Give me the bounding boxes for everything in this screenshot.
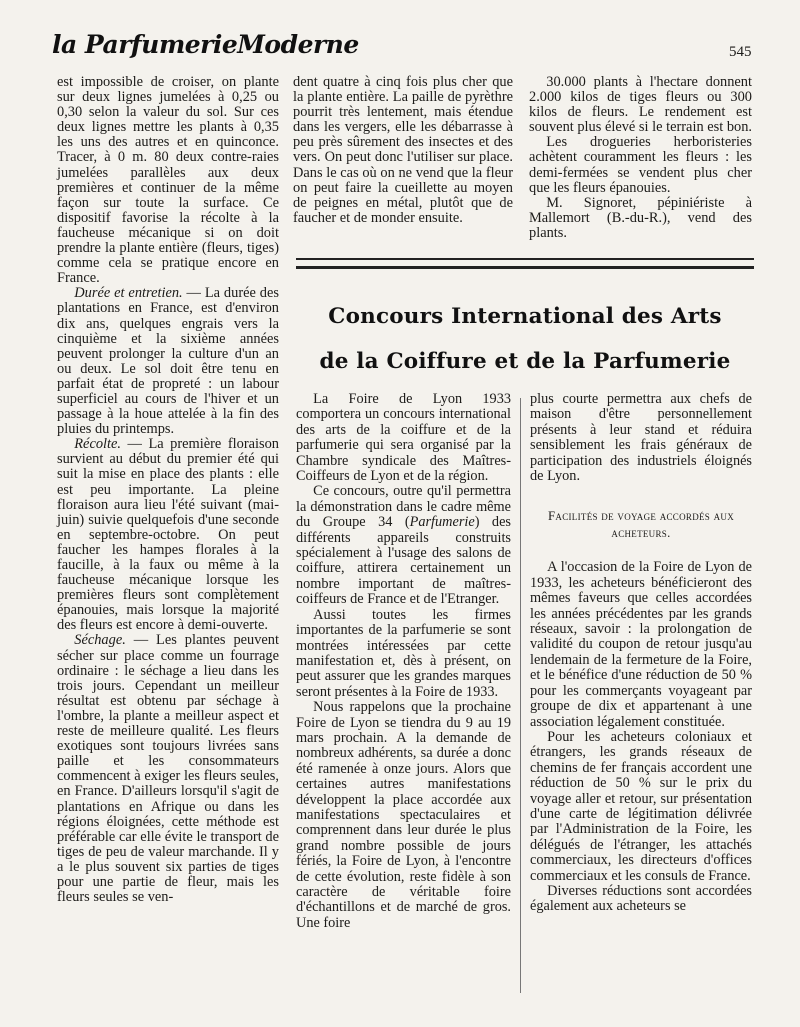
column-2 [293,75,513,226]
paragraph: Aussi toutes les firmes importantes de la parfumerie se sont montrées intéressées par cette manifestation et, dès à présent, on peut assurer que les grandes marques seront présentes à la Foire de 1933. [296,606,511,700]
paragraph [296,484,511,607]
article-column-right [530,392,752,915]
article-title-line: Concours International des Arts [328,304,722,329]
paragraph-text: ) des différents appareils construits spécialement à l'usage des salons de coiffure, attirera certainement un nombre important de maîtres-coiffeurs de France et de l'Etranger. [296,514,511,608]
magazine-title: la ParfumerieModerne [52,30,359,59]
section-lead: Durée et entretien. [74,285,183,302]
paragraph [57,633,279,905]
column-1 [57,75,279,905]
paragraph-text: — Les plantes peuvent sécher sur place comme un fourrage ordinaire : le séchage a lieu dans les trois jours. Cependant un meilleur résultat est obtenu par séchage à l'ombre, la plante a meilleur aspect et reste de meilleure qualité. Les fleurs exotiques sont toujours livrées sans paille et les consommateurs commencent à exiger les fleurs seules, en France. D'ailleurs lorsqu'il s'agit de plantations en Afrique ou dans les régions éloignées, cette méthode est préférable car elle évite le transport de tiges de peu de valeur marchande. Il y a le plus souvent six parties de tiges pour une partie de fleur, mais les fleurs seules se ven- [57,632,279,906]
article-column-left [296,392,511,931]
subheading: Facilités de voyage accordés aux acheteurs. [547,509,734,541]
paragraph [57,286,279,437]
page-number: 545 [729,44,752,60]
paragraph: Les drogueries herboristeries achètent couramment les fleurs : les demi-fermées se vendent plus cher que les fleurs épanouies. [529,134,752,196]
article-title-line: de la Coiffure et de la Parfumerie [319,349,731,374]
section-lead: Récolte. [74,436,122,453]
paragraph [57,437,279,633]
paragraph: M. Signoret, pépiniériste à Mallemort (B.-du-R.), vend des plants. [529,194,752,241]
section-lead: Séchage. [74,632,126,649]
paragraph: La Foire de Lyon 1933 comportera un concours international des arts de la coiffure et de la parfumerie qui sera organisé par la Chambre syndicale des Maîtres-Coiffeurs de Lyon et de la région. [296,391,511,485]
paragraph: 30.000 plants à l'hectare donnent 2.000 kilos de tiges fleurs ou 300 kilos de fleurs. Le rendement est souvent plus élevé si le terrain est bon. [529,74,752,136]
paragraph-text: — La première floraison survient au début du premier été qui suit la mise en place des plants : elle est peu importante. La pleine floraison aura lieu l'été suivant (mai-juin) suivie quelquefois d'une seconde en septembre-octobre. On peut faucher les hampes florales à la faucille, à la faux ou même à la faucheuse mécanique lorsque les premières fleurs sont complètement épanouies, mais lorsque la majorité des fleurs est encore à demi-ouverte. [57,436,279,634]
paragraph: plus courte permettra aux chefs de maison d'être personnellement présents à leur stand et réduira sensiblement les frais généraux de participation des industriels éloignés de Lyon. [530,391,752,485]
paragraph: est impossible de croiser, on plante sur deux lignes jumelées à 0,25 ou 0,30 selon la valeur du sol. Sur ces deux lignes mettre les plants à 0,35 les uns des autres et en quinconce. Tracer, à 0 m. 80 deux contre-raies jumelées parallèles aux deux premières et continuer de la même façon sur toute la surface. Ce dispositif favorise la récolte à la faucheuse mécanique si on doit prendre la plante entière (fleurs, tiges) comme cela se pratique encore en France. [57,74,279,287]
paragraph: Pour les acheteurs coloniaux et étrangers, les grands réseaux de chemins de fer français accordent une réduction de 50 % sur le prix du voyage aller et retour, sur présentation d'une carte de légitimation délivrée par l'Administration de la Foire, les délégués de l'étranger, les attachés commerciaux, les directeurs d'offices commerciaux et les consuls de France. [530,728,752,884]
paragraph-text: — La durée des plantations en France, est d'environ dix ans, quelques engrais vers la cinquième et la sixième années peuvent prolonger la culture d'un an ou deux. Le sol doit être tenu en parfait état de propreté : un labour superficiel au cours de l'hiver et un passage à la houe attelée à la fin des pluies du printemps. [57,285,279,438]
paragraph: A l'occasion de la Foire de Lyon de 1933, les acheteurs bénéficieront des mêmes faveurs que celles accordées les années précédentes par les grands réseaux, savoir : la prolongation de validité du coupon de retour jusqu'au lendemain de la fermeture de la Foire, et le bénéfice d'une réduction de 50 % pour les commerçants voyageant par groupe de dix et appartenant à une association légalement constituée. [530,559,752,730]
column-divider [520,398,521,993]
article-title [296,294,754,384]
paragraph-text: Ce concours, outre qu'il permettra la démonstration dans le cadre même du Groupe 34 ( [296,483,511,531]
paragraph: dent quatre à cinq fois plus cher que la plante entière. La paille de pyrèthre pourrit très lentement, mais étendue dans les vergers, elle les débarrasse à peu près sûrement des insectes et des vers. On peut donc l'utiliser sur place. Dans le cas où on ne vend que la fleur on peut faire la cueillette au moyen de peignes en métal, plutôt que de faucher et de monder ensuite. [293,74,513,226]
divider-rule [296,258,754,260]
paragraph: Diverses réductions sont accordées également aux acheteurs se [530,882,752,915]
group-name: Parfumerie [409,514,475,531]
divider-rule-thick [296,266,754,269]
column-3 [529,75,752,241]
paragraph: Nous rappelons que la prochaine Foire de Lyon se tiendra du 9 au 19 mars prochain. A la demande de nombreux adhérents, sa durée a donc été ramenée à onze jours. Alors que certaines autres manifestations développent la place accordée aux manifestations spectaculaires et comprennent dans leur durée le plus grand nombre possible de jours fériés, la Foire de Lyon, à l'encontre de cette évolution, reste fidèle à son caractère de véritable foire d'échantillons et de marché de gros. Une foire [296,699,511,931]
